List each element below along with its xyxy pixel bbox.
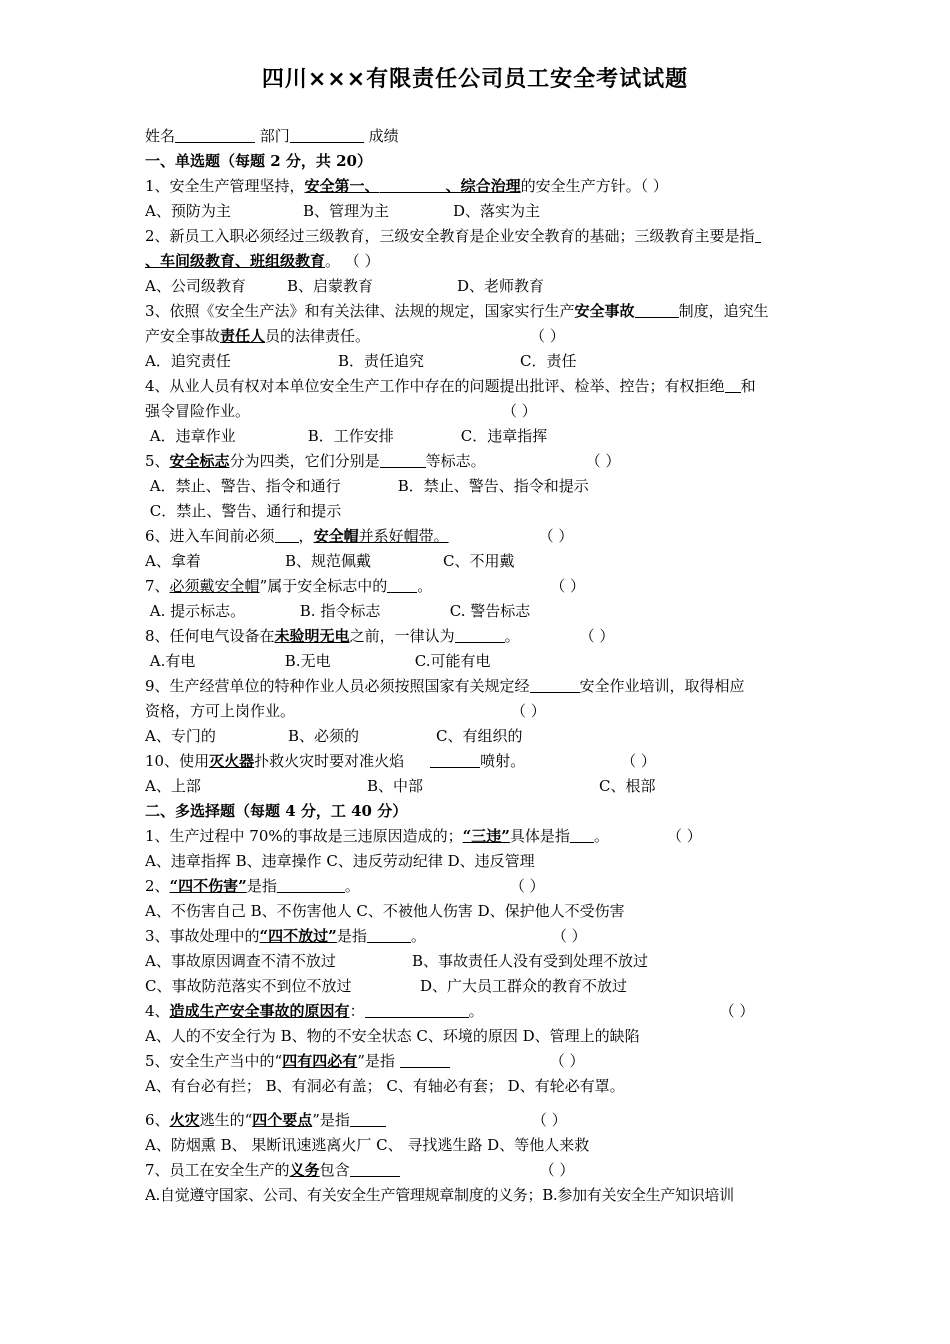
option[interactable]: A.有电: [149, 652, 196, 670]
question-2-6: 6、火灾逃生的“四个要点”是指 （ ）: [145, 1111, 567, 1129]
option[interactable]: A、事故原因调查不清不放过: [145, 952, 336, 970]
options-1-10: [145, 774, 810, 799]
option[interactable]: A．禁止、警告、指令和通行: [149, 477, 341, 495]
options-2-7: A.自觉遵守国家、公司、有关安全生产管理规章制度的义务；B.参加有关安全生产知识培训: [145, 1186, 734, 1204]
dept-field[interactable]: [290, 127, 364, 143]
question-1-5: 5、安全标志分为四类，它们分别是 等标志。 （ ）: [145, 452, 621, 470]
question-1-3-cont: 产安全事故责任人员的法律责任。 （ ）: [145, 327, 565, 345]
options-1-4: [145, 424, 810, 449]
section-heading-single-choice: 一、单选题（每题 2 分，共 20）: [145, 152, 372, 170]
answer-blank[interactable]: [400, 1052, 450, 1068]
option[interactable]: C. 警告标志: [449, 602, 531, 620]
question-2-7: 7、员工在安全生产的义务包含 （ ）: [145, 1161, 575, 1179]
options-1-5: [145, 474, 810, 499]
option[interactable]: B、规范佩戴: [285, 552, 372, 570]
question-1-8: 8、任何电气设备在未验明无电之前，一律认为 。 （ ）: [145, 627, 615, 645]
options-1-7: [145, 599, 810, 624]
option[interactable]: B．责任追究: [338, 352, 425, 370]
question-1-4: 4、从业人员有权对本单位安全生产工作中存在的问题提出批评、检举、控告；有权拒绝 和: [145, 377, 756, 395]
student-info-line: [145, 124, 810, 149]
page-title: 四川×××有限责任公司员工安全考试试题: [261, 67, 689, 92]
options-2-6: A、防烟熏 B、 果断讯速逃离火厂 C、 寻找逃生路 D、等他人来救: [145, 1136, 590, 1154]
options-1-1: [145, 199, 810, 224]
option[interactable]: B、必须的: [288, 727, 360, 745]
answer-blank[interactable]: [380, 177, 446, 193]
option[interactable]: D、广大员工群众的教育不放过: [420, 977, 628, 995]
option[interactable]: A、预防为主: [145, 202, 231, 220]
question-2-3: 3、事故处理中的“四不放过”是指 。 （ ）: [145, 927, 587, 945]
option[interactable]: B. 指令标志: [299, 602, 381, 620]
answer-blank[interactable]: [430, 752, 480, 768]
answer-blank[interactable]: [275, 527, 299, 543]
option[interactable]: C．责任: [520, 352, 577, 370]
option[interactable]: A．追究责任: [145, 352, 231, 370]
option[interactable]: B、事故责任人没有受到处理不放过: [412, 952, 649, 970]
option[interactable]: D、落实为主: [453, 202, 541, 220]
options-1-5-cont: [145, 499, 810, 524]
option[interactable]: A. 提示标志。: [149, 602, 246, 620]
option[interactable]: B、启蒙教育: [287, 277, 374, 295]
answer-blank[interactable]: [365, 1002, 469, 1018]
option[interactable]: C、不用戴: [443, 552, 515, 570]
answer-blank[interactable]: [570, 827, 594, 843]
question-1-2: 2、新员工入职必须经过三级教育，三级安全教育是企业安全教育的基础；三级教育主要是指: [145, 224, 810, 249]
option[interactable]: B、管理为主: [303, 202, 390, 220]
question-1-10: 10、使用灭火器扑救火灾时要对准火焰 喷射。 （ ）: [145, 752, 656, 770]
option[interactable]: C、事故防范落实不到位不放过: [145, 977, 352, 995]
options-2-3: [145, 949, 810, 974]
question-2-4: 4、造成生产安全事故的原因有： 。 （ ）: [145, 1002, 755, 1020]
answer-blank[interactable]: [455, 627, 505, 643]
name-field[interactable]: [175, 127, 255, 143]
options-2-3-cont: [145, 974, 810, 999]
answer-blank[interactable]: [755, 227, 761, 243]
options-1-3: [145, 349, 810, 374]
question-1-4-cont: 强令冒险作业。 （ ）: [145, 402, 537, 420]
options-2-4: A、人的不安全行为 B、物的不安全状态 C、环境的原因 D、管理上的缺陷: [145, 1027, 640, 1045]
option[interactable]: B.无电: [284, 652, 331, 670]
exam-body: [145, 124, 810, 1208]
question-2-5: 5、安全生产当中的“四有四必有”是指 （ ）: [145, 1052, 585, 1070]
answer-blank[interactable]: [367, 927, 411, 943]
options-2-5: A、有台必有拦； B、有洞必有盖； C、有轴必有套； D、有轮必有罩。: [145, 1077, 625, 1095]
options-2-1: A、违章指挥 B、违章操作 C、违反劳动纪律 D、违反管理: [145, 852, 535, 870]
option[interactable]: A．违章作业: [149, 427, 236, 445]
name-label: 姓名: [145, 127, 176, 145]
option[interactable]: A、公司级教育: [145, 277, 246, 295]
options-1-9: [145, 724, 810, 749]
option[interactable]: C．禁止、警告、通行和提示: [149, 502, 342, 520]
question-1-9-cont: 资格，方可上岗作业。 （ ）: [145, 702, 546, 720]
option[interactable]: B．工作安排: [307, 427, 394, 445]
answer-blank[interactable]: [350, 1111, 386, 1127]
answer-blank[interactable]: [635, 302, 679, 318]
option[interactable]: C、有组织的: [436, 727, 523, 745]
options-1-8: [145, 649, 810, 674]
answer-blank[interactable]: [380, 452, 426, 468]
option[interactable]: D、老师教育: [457, 277, 545, 295]
section-heading-multiple-choice: 二、多选择题（每题 4 分，工 40 分）: [145, 802, 408, 820]
answer-blank[interactable]: [725, 377, 741, 393]
question-1-9: 9、生产经营单位的特种作业人员必须按照国家有关规定经 安全作业培训，取得相应: [145, 677, 745, 695]
answer-blank[interactable]: [350, 1161, 400, 1177]
dept-label: 部门: [259, 127, 290, 145]
question-1-3: 3、依照《安全生产法》和有关法律、法规的规定，国家实行生产安全事故 制度，追究生: [145, 302, 769, 320]
option[interactable]: A、上部: [145, 777, 201, 795]
option[interactable]: B、中部: [367, 777, 424, 795]
question-1-7: 7、必须戴安全帽”属于安全标志中的 。 （ ）: [145, 577, 586, 595]
option[interactable]: A、拿着: [145, 552, 201, 570]
question-2-2: 2、“四不伤害”是指 。 （ ）: [145, 877, 545, 895]
score-label: 成绩: [368, 127, 399, 145]
options-1-6: [145, 549, 810, 574]
option[interactable]: C．违章指挥: [460, 427, 548, 445]
answer-blank[interactable]: [387, 577, 417, 593]
option[interactable]: C、根部: [599, 777, 656, 795]
answer-blank[interactable]: [277, 877, 345, 893]
options-1-2: [145, 274, 810, 299]
question-2-1: 1、生产过程中 70%的事故是三违原因造成的；“三违”具体是指 。 （ ）: [145, 827, 702, 845]
question-1-2-cont: 、车间级教育、班组级教育。 （ ）: [145, 252, 380, 270]
option[interactable]: C.可能有电: [414, 652, 491, 670]
question-1-1: 1、安全生产管理坚持，安全第一、 、综合治理的安全生产方针。（ ）: [145, 177, 668, 195]
option[interactable]: B．禁止、警告、指令和提示: [397, 477, 589, 495]
answer-blank[interactable]: [530, 677, 580, 693]
options-2-2: A、不伤害自己 B、不伤害他人 C、不被他人伤害 D、保护他人不受伤害: [145, 902, 625, 920]
option[interactable]: A、专门的: [145, 727, 216, 745]
question-1-6: 6、进入车间前必须 ，安全帽并系好帽带。 （ ）: [145, 527, 574, 545]
